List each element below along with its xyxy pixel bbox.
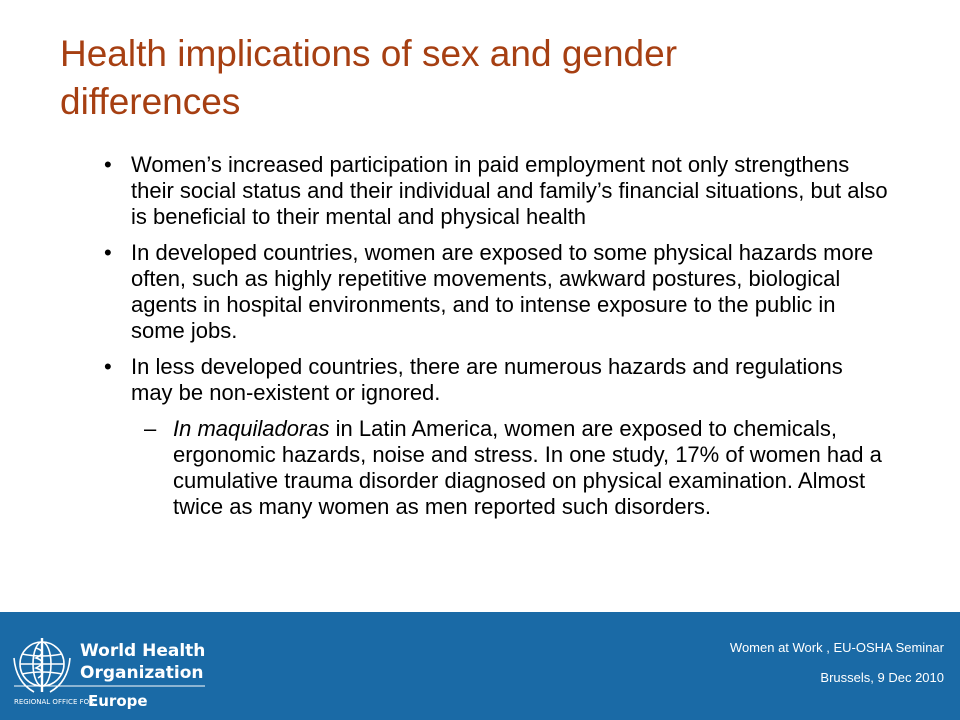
sub-bullet-emphasis: In maquiladoras [173,416,330,441]
footer-place-date: Brussels, 9 Dec 2010 [820,670,944,685]
who-emblem-icon [14,638,70,692]
bullet-text: Women’s increased participation in paid employment not only strengthens their social status and their individual and family’s financial situations, but also is beneficial to their mental and physical health [131,152,888,229]
bullet-item [60,354,890,406]
bullet-text: In developed countries, women are exposed to some physical hazards more often, such as highly repetitive movements, awkward postures, biological agents in hospital environments, and to intense exposure to the public in some jobs. [131,240,874,343]
logo-text-line-1: World Health [80,641,206,661]
logo-small-text: REGIONAL OFFICE FOR [14,698,94,706]
sub-bullet-marker: – [144,416,157,441]
title-line-2: differences [60,81,241,122]
logo-region-text: Europe [88,692,148,710]
sub-bullet-item [60,416,890,520]
slide-title [60,30,920,126]
bullet-marker: • [104,354,112,379]
who-europe-logo [10,632,210,712]
bullet-text: In less developed countries, there are numerous hazards and regulations may be non-existent or ignored. [131,354,843,405]
logo-text-line-2: Organization [80,663,204,683]
bullet-item [60,240,890,344]
footer-bar [0,612,960,720]
slide-content [60,152,890,520]
title-line-1: Health implications of sex and gender [60,33,678,74]
bullet-marker: • [104,240,112,265]
sub-bullet-text: in Latin America, women are exposed to chemicals, ergonomic hazards, noise and stress. In one study, 17% of women had a cumulative trauma disorder diagnosed on physical examination. Almost twice as many women as men reported such disorders. [173,416,882,519]
bullet-marker: • [104,152,112,177]
bullet-item [60,152,890,230]
footer-event: Women at Work , EU-OSHA Seminar [729,640,944,655]
